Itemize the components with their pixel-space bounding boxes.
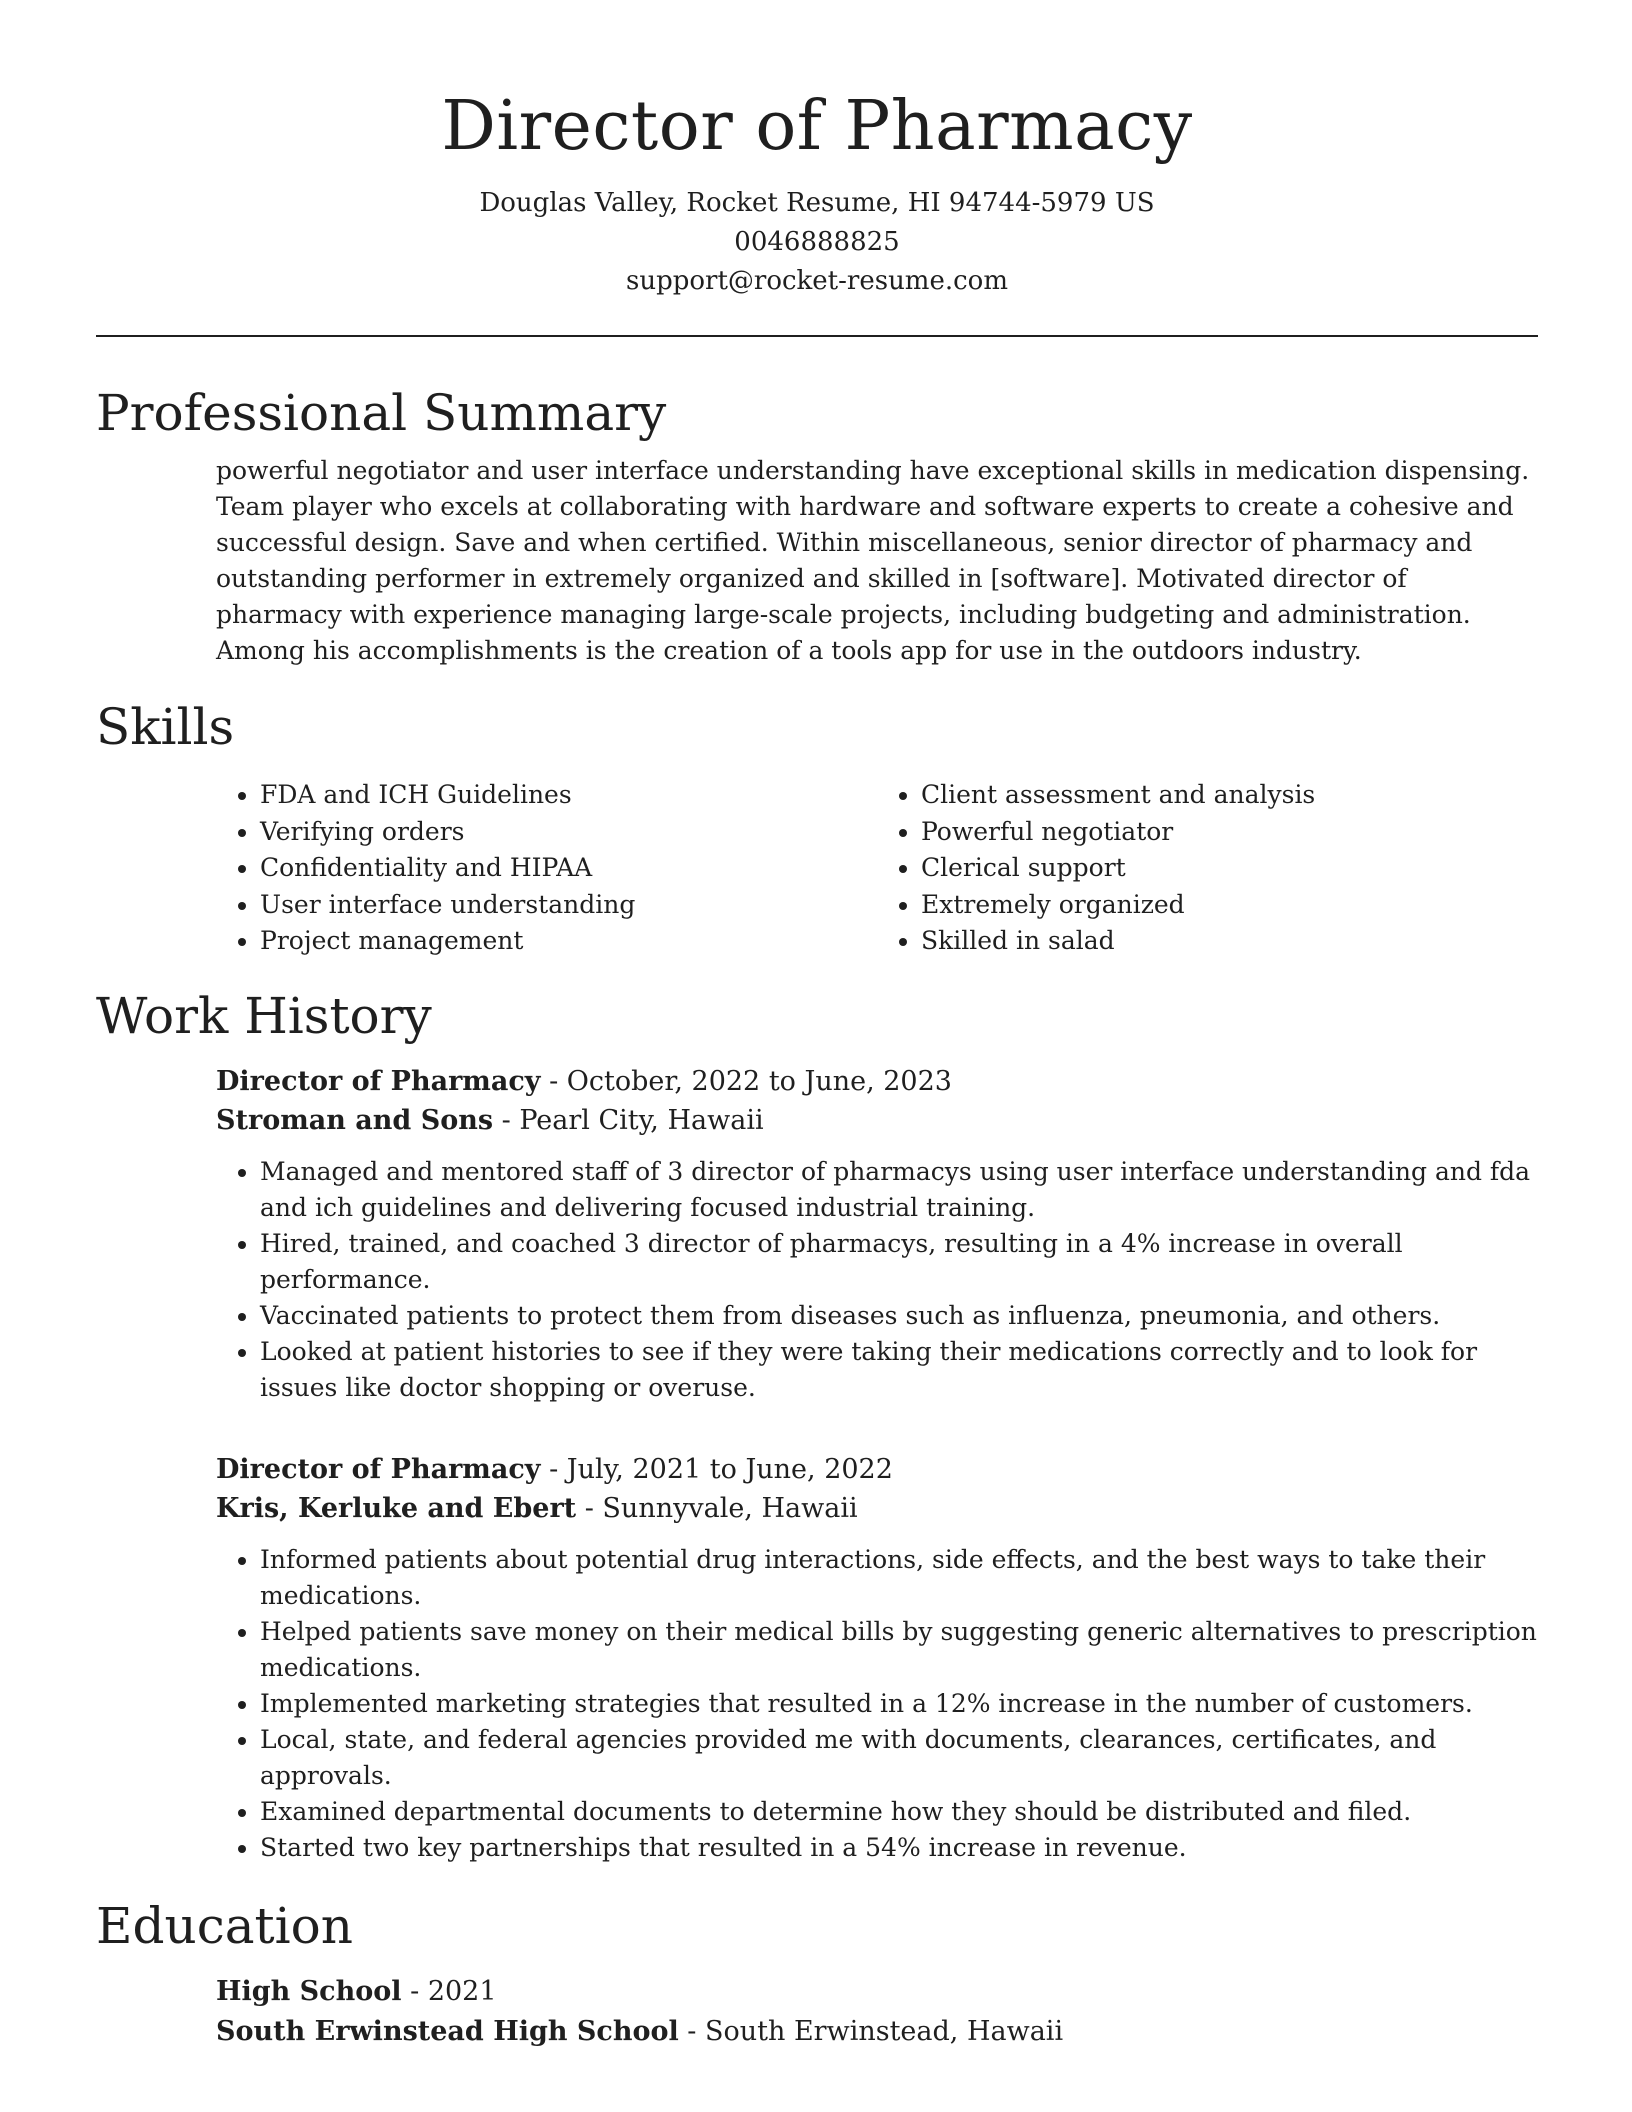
- job-company-line: [216, 1101, 1538, 1140]
- education-location: - South Erwinstead, Hawaii: [678, 2015, 1064, 2047]
- work-history-heading: Work History: [96, 986, 432, 1045]
- education-degree-line: [216, 1972, 1538, 2012]
- skill-item: • Confidentiality and HIPAA: [260, 850, 877, 887]
- job-bullet: • Managed and mentored staff of 3 director of pharmacys using user interface understanding and fda and ich guidelines and delivering focused industrial training.: [260, 1154, 1538, 1226]
- job-entry: [216, 1062, 1538, 1406]
- education-heading: Education: [96, 1896, 353, 1955]
- contact-email: support@rocket-resume.com: [625, 266, 1008, 296]
- job-location: - Pearl City, Hawaii: [493, 1104, 764, 1136]
- job-bullet: • Implemented marketing strategies that resulted in a 12% increase in the number of customers.: [260, 1686, 1538, 1722]
- skill-item: • Skilled in salad: [921, 923, 1538, 960]
- skills-heading: Skills: [96, 698, 235, 756]
- job-bullet: • Vaccinated patients to protect them from diseases such as influenza, pneumonia, and others.: [260, 1298, 1538, 1334]
- summary-text: powerful negotiator and user interface understanding have exceptional skills in medication dispensing. Team player who excels at collaborating with hardware and software experts to create a cohesive and successful design. Save and when certified. Within miscellaneous, senior director of pharmacy and outstanding performer in extremely organized and skilled in [software]. Motivated director of pharmacy with experience managing large-scale projects, including budgeting and administration. Among his accomplishments is the creation of a tools app for use in the outdoors industry.: [216, 456, 1530, 665]
- job-dates: - July, 2021 to June, 2022: [540, 1453, 893, 1485]
- job-title-line: [216, 1450, 1538, 1489]
- skill-item: • User interface understanding: [260, 887, 877, 924]
- resume-header: [96, 0, 1538, 301]
- education-section: [96, 1894, 1538, 2052]
- job-bullet: • Hired, trained, and coached 3 director of pharmacys, resulting in a 4% increase in overall performance.: [260, 1226, 1538, 1298]
- skills-left-list: [216, 777, 877, 960]
- job-location: - Sunnyvale, Hawaii: [576, 1492, 858, 1524]
- resume-page: [96, 0, 1538, 2052]
- skills-right-list: [877, 777, 1538, 960]
- job-entry: [216, 1450, 1538, 1866]
- job-dates: - October, 2022 to June, 2023: [540, 1065, 952, 1097]
- header-divider: [96, 335, 1538, 337]
- skill-item: • Powerful negotiator: [921, 814, 1538, 851]
- resume-title: Director of Pharmacy: [441, 87, 1193, 166]
- summary-heading: Professional Summary: [96, 384, 667, 442]
- skill-item: • Project management: [260, 923, 877, 960]
- job-company: Stroman and Sons: [216, 1104, 494, 1136]
- education-degree: High School: [216, 1975, 402, 2007]
- skill-item: • Clerical support: [921, 850, 1538, 887]
- job-company: Kris, Kerluke and Ebert: [216, 1492, 577, 1524]
- summary-section: [96, 381, 1538, 669]
- contact-address: Douglas Valley, Rocket Resume, HI 94744-5979 US: [479, 188, 1155, 218]
- job-bullet: • Informed patients about potential drug interactions, side effects, and the best ways to take their medications.: [260, 1542, 1538, 1614]
- education-school: South Erwinstead High School: [216, 2015, 679, 2047]
- job-role: Director of Pharmacy: [216, 1065, 541, 1097]
- job-role: Director of Pharmacy: [216, 1453, 541, 1485]
- skill-item: • Verifying orders: [260, 814, 877, 851]
- skill-item: • FDA and ICH Guidelines: [260, 777, 877, 814]
- job-bullet-list: [216, 1154, 1538, 1406]
- education-school-line: [216, 2012, 1538, 2052]
- education-year: - 2021: [401, 1975, 497, 2007]
- skill-item: • Client assessment and analysis: [921, 777, 1538, 814]
- skill-item: • Extremely organized: [921, 887, 1538, 924]
- skills-section: [96, 695, 1538, 960]
- job-company-line: [216, 1489, 1538, 1528]
- education-entry: [216, 1972, 1538, 2052]
- job-bullet: • Started two key partnerships that resulted in a 54% increase in revenue.: [260, 1830, 1538, 1866]
- job-bullet: • Local, state, and federal agencies provided me with documents, clearances, certificates, and approvals.: [260, 1722, 1538, 1794]
- job-bullet-list: [216, 1542, 1538, 1866]
- job-bullet: • Examined departmental documents to determine how they should be distributed and filed.: [260, 1794, 1538, 1830]
- work-history-section: [96, 984, 1538, 1866]
- contact-phone: 0046888825: [734, 227, 900, 257]
- job-title-line: [216, 1062, 1538, 1101]
- skills-grid: [216, 777, 1538, 960]
- job-bullet: • Helped patients save money on their medical bills by suggesting generic alternatives to prescription medications.: [260, 1614, 1538, 1686]
- job-bullet: • Looked at patient histories to see if they were taking their medications correctly and to look for issues like doctor shopping or overuse.: [260, 1334, 1538, 1406]
